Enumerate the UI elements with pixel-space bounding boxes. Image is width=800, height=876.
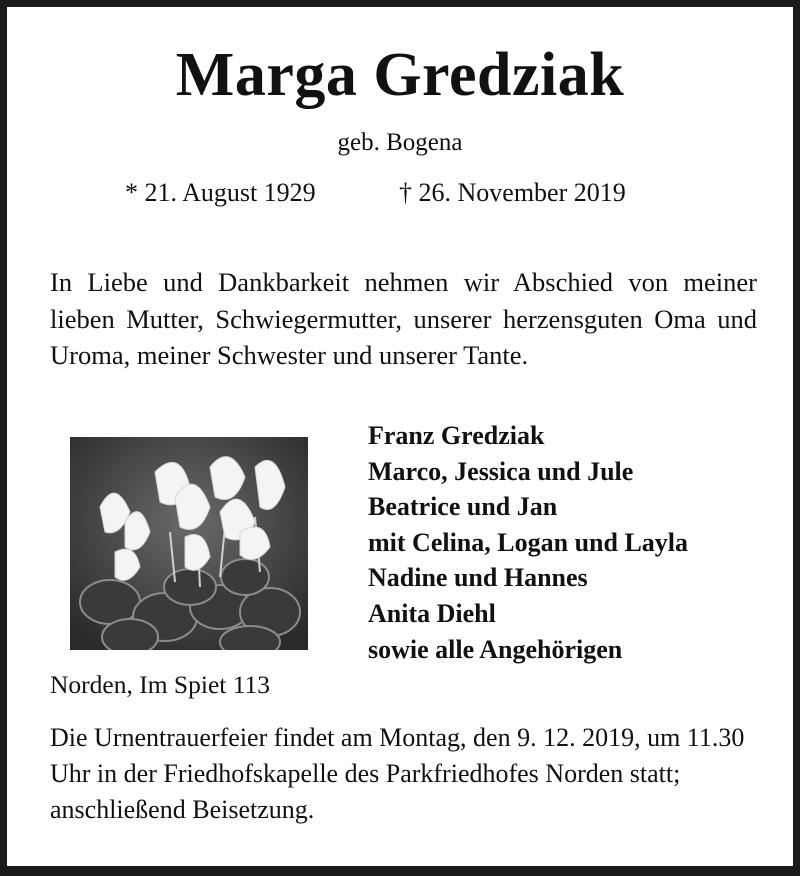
mourner-name: Nadine und Hannes bbox=[368, 563, 588, 593]
address: Norden, Im Spiet 113 bbox=[50, 670, 271, 699]
mourners-list bbox=[368, 418, 688, 667]
mourner-name: Anita Diehl bbox=[368, 598, 496, 628]
birth-name: geb. Bogena bbox=[337, 129, 463, 156]
mourner-name: sowie alle Angehörigen bbox=[368, 634, 623, 664]
ceremony-text: Die Urnentrauerfeier findet am Montag, den 9. 12. 2019, um 11.30 Uhr in der Friedhofskapelle des Parkfriedhofes Norden statt; anschließend Beisetzung. bbox=[50, 723, 745, 824]
deceased-name: Marga Gredziak bbox=[175, 41, 625, 109]
birth-date: * 21. August 1929 bbox=[125, 178, 316, 207]
mourner-name: Franz Gredziak bbox=[368, 421, 545, 450]
death-date: † 26. November 2019 bbox=[399, 178, 626, 207]
intro-text: In Liebe und Dankbarkeit nehmen wir Abschied von meiner lieben Mutter, Schwiegermutter, unserer herzensguten Oma und Uroma, meiner Schwester und unserer Tante. bbox=[50, 267, 757, 370]
mourner-name: mit Celina, Logan und Layla bbox=[368, 527, 689, 557]
cyclamen-photo bbox=[70, 437, 308, 650]
mourner-name: Marco, Jessica und Jule bbox=[368, 456, 634, 486]
mourner-name: Beatrice und Jan bbox=[368, 492, 558, 522]
